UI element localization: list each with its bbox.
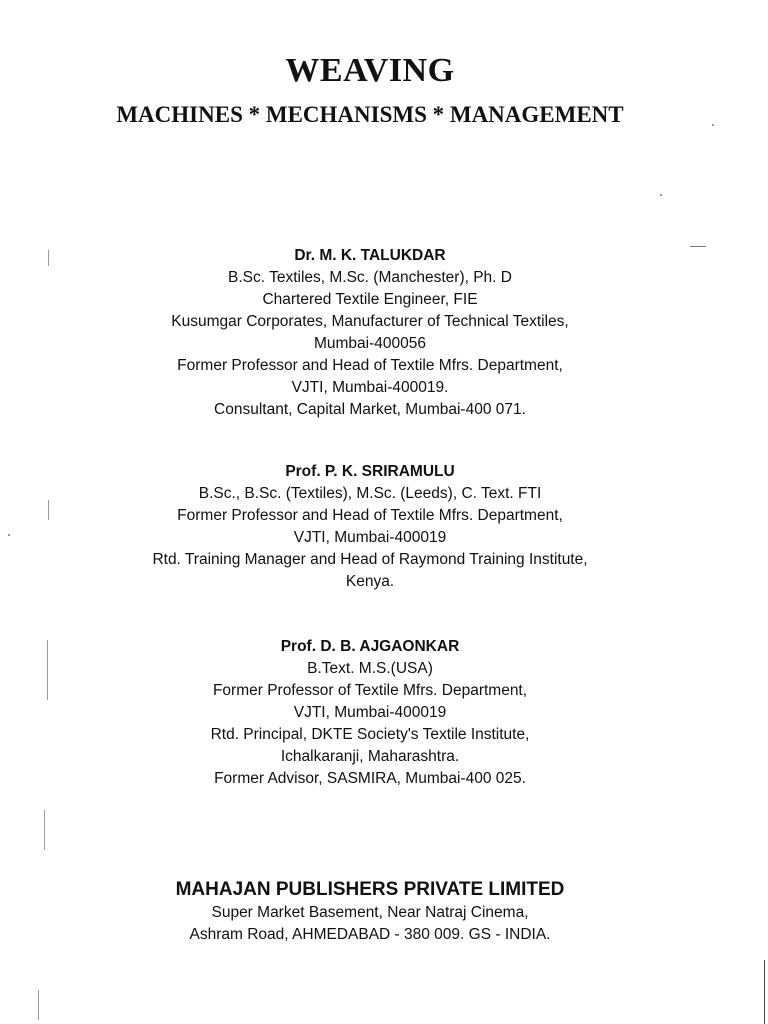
author-credential: Former Professor of Textile Mfrs. Department,: [212, 682, 528, 699]
author-credential: Consultant, Capital Market, Mumbai-400 071.: [214, 401, 526, 418]
author-credential: Kusumgar Corporates, Manufacturer of Technical Textiles,: [171, 313, 569, 330]
scan-speck: [8, 534, 10, 536]
author-credential: Kenya.: [345, 573, 395, 590]
author-credential: Rtd. Training Manager and Head of Raymond Training Institute,: [152, 551, 588, 568]
scan-edge-mark: [44, 810, 45, 850]
author-credential: VJTI, Mumbai-400019: [293, 704, 447, 721]
author-block: [0, 636, 740, 790]
author-credential: Chartered Textile Engineer, FIE: [262, 291, 478, 308]
author-credential: Former Professor and Head of Textile Mfrs. Department,: [177, 507, 563, 524]
author-name: Dr. M. K. TALUKDAR: [294, 247, 446, 264]
author-block: [0, 245, 740, 421]
author-credential: Rtd. Principal, DKTE Society's Textile Institute,: [210, 726, 530, 743]
author-name: Prof. P. K. SRIRAMULU: [285, 463, 455, 480]
author-credential: Ichalkaranji, Maharashtra.: [280, 748, 460, 765]
book-subtitle: MACHINES * MECHANISMS * MANAGEMENT: [116, 102, 624, 127]
author-credential: B.Sc. Textiles, M.Sc. (Manchester), Ph. D: [228, 269, 512, 286]
publisher-name: MAHAJAN PUBLISHERS PRIVATE LIMITED: [175, 879, 565, 900]
author-name: Prof. D. B. AJGAONKAR: [280, 638, 460, 655]
publisher-address: Super Market Basement, Near Natraj Cinema,: [211, 904, 529, 921]
author-block: [0, 461, 740, 593]
scan-edge-mark: [764, 960, 765, 1024]
author-credential: B.Sc., B.Sc. (Textiles), M.Sc. (Leeds), C. Text. FTI: [198, 485, 542, 502]
scan-edge-mark: [38, 990, 39, 1020]
scan-edge-mark: [48, 500, 49, 520]
scan-edge-mark: [47, 640, 48, 700]
scan-speck: [660, 194, 662, 196]
scan-edge-mark: [48, 250, 49, 266]
author-credential: Former Professor and Head of Textile Mfrs. Department,: [177, 357, 563, 374]
author-credential: VJTI, Mumbai-400019.: [291, 379, 449, 396]
author-credential: B.Text. M.S.(USA): [307, 660, 433, 677]
author-credential: Former Advisor, SASMIRA, Mumbai-400 025.: [214, 770, 526, 787]
author-credential: VJTI, Mumbai-400019: [293, 529, 447, 546]
scan-speck: [690, 246, 706, 247]
publisher-block: [0, 878, 740, 946]
book-title: WEAVING: [285, 52, 455, 89]
author-credential: Mumbai-400056: [313, 335, 426, 352]
publisher-address: Ashram Road, AHMEDABAD - 380 009. GS - INDIA.: [189, 926, 551, 943]
scan-speck: [712, 124, 714, 126]
